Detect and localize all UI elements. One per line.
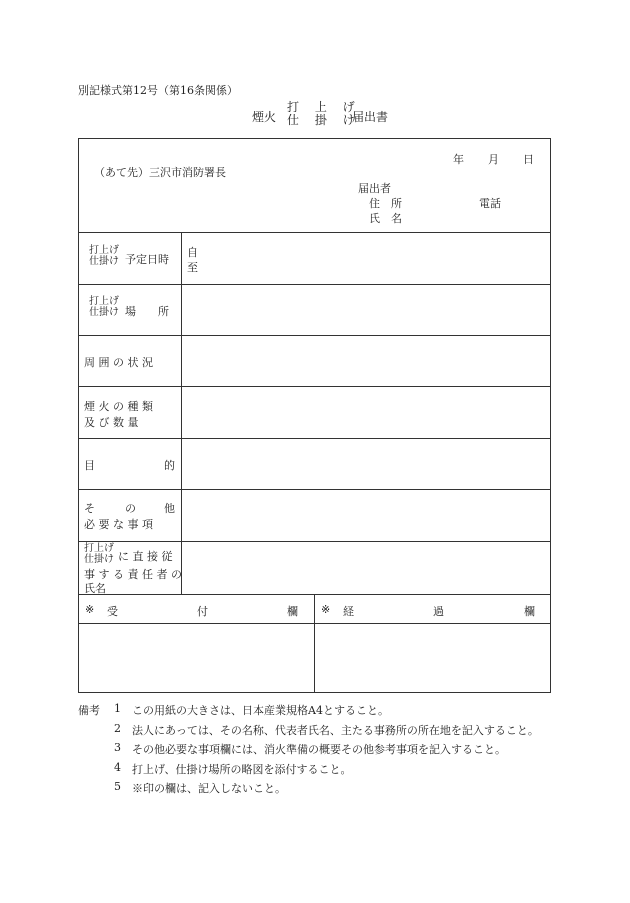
title-prefix: 煙火 [252,110,277,124]
address-label: 住 所 [369,197,402,210]
receipt-mark: ※ [85,603,95,616]
other-line2: 必 要 な 事 項 [84,518,153,531]
purpose-right: 的 [164,459,175,472]
responsible-stack-bottom: 仕掛け [84,554,114,565]
responsible-stack-top: 打上げ [84,543,114,554]
date-month: 月 [488,153,499,166]
schedule-to: 至 [187,261,198,274]
place-label: 場 所 [125,305,169,318]
schedule-stack-bottom: 仕掛け [89,256,119,267]
note-text: その他必要な事項欄には、消火準備の概要その他参考事項を記入すること。 [132,743,506,756]
responsible-stack [84,543,114,565]
kind-line2: 及 び 数 量 [84,416,139,429]
place-stack-top: 打上げ [89,296,119,307]
row-divider [78,232,551,233]
column-divider [314,594,315,693]
other-line1-a: そ [84,502,95,515]
schedule-label: 予定日時 [125,253,169,266]
note-num: 5 [114,780,121,793]
row-divider [78,489,551,490]
progress-a: 経 [343,605,354,618]
other-line1-b: の [125,502,136,515]
note-text: この用紙の大きさは、日本産業規格A4とすること。 [132,704,389,717]
addressee: （あて先）三沢市消防署長 [94,166,226,179]
receipt-b: 付 [197,605,208,618]
place-stack-bottom: 仕掛け [89,307,119,318]
responsible-line2: 事 す る 責 任 者 の [84,568,182,581]
row-divider [78,284,551,285]
title-stack [287,101,361,127]
note-text: ※印の欄は、記入しないこと。 [132,782,286,795]
surroundings-label: 周 囲 の 状 況 [84,356,153,369]
schedule-stack-top: 打上げ [89,245,119,256]
place-stack [89,296,119,318]
note-num: 2 [114,722,121,735]
schedule-from: 自 [187,246,198,259]
row-divider [78,438,551,439]
other-line1-c: 他 [164,502,175,515]
note-text: 法人にあっては、その名称、代表者氏名、主たる事務所の所在地を記入すること。 [132,724,539,737]
column-divider [181,232,182,594]
phone-label: 電話 [479,197,501,210]
progress-b: 過 [433,605,444,618]
date-day: 日 [523,153,534,166]
responsible-line3: 氏名 [84,582,106,595]
title-stack-bottom: 仕 掛 け [287,113,361,127]
note-num: 1 [114,702,121,715]
title-stack-top: 打 上 げ [287,100,361,114]
name-label: 氏 名 [369,212,402,225]
progress-mark: ※ [321,603,331,616]
schedule-stack [89,245,119,267]
receipt-a: 受 [107,605,118,618]
kind-line1: 煙 火 の 種 類 [84,400,153,413]
receipt-c: 欄 [287,605,298,618]
row-divider [78,386,551,387]
progress-c: 欄 [524,605,535,618]
note-text: 打上げ、仕掛け場所の略図を添付すること。 [132,763,352,776]
note-num: 4 [114,761,121,774]
purpose-left: 目 [84,459,95,472]
responsible-line1-suffix: に 直 接 従 [118,550,173,563]
title-suffix: 届出書 [352,110,389,124]
row-divider [78,335,551,336]
date-year: 年 [453,153,464,166]
note-num: 3 [114,741,121,754]
row-divider [78,541,551,542]
form-number: 別記様式第12号（第16条関係） [78,84,238,97]
notifier-label: 届出者 [358,182,391,195]
notes-label: 備考 [78,704,100,717]
